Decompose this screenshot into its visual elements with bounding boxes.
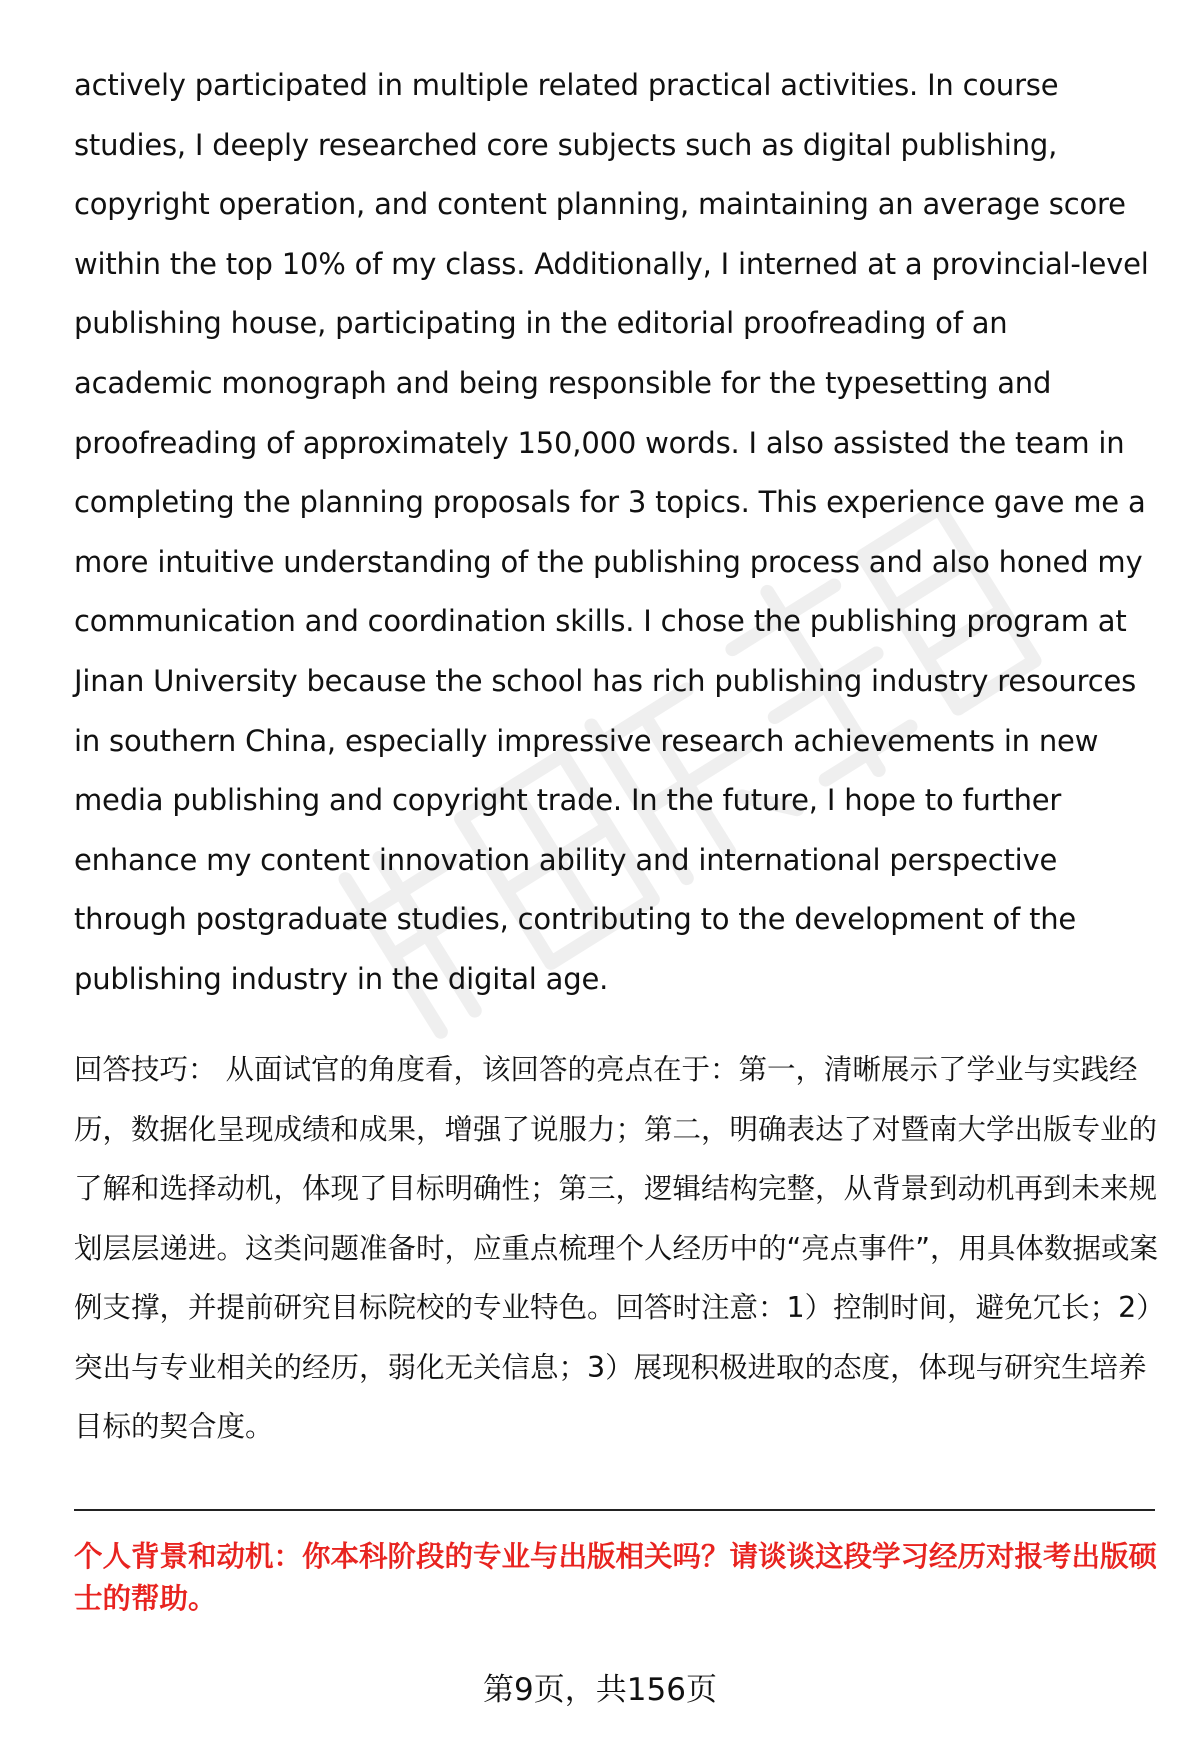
answer-paragraph: actively participated in multiple related practical activities. In course studies, I deeply researched core subjects such as digital publishing, copyright operation, and content planning, maintaining an average score within the top 10% of my class. Additionally, I interned at a provincial-level publishing house, participating in the editorial proofreading of an academic monograph and being responsible for the typesetting and proofreading of approximately 150,000 words. I also assisted the team in completing the planning proposals for 3 topics. This experience gave me a more intuitive understanding of the publishing process and also honed my communication and coordination skills. I chose the publishing program at Jinan University because the school has rich publishing industry resources in southern China, especially impressive research achievements in new media publishing and copyright trade. In the future, I hope to further enhance my content innovation ability and international perspective through postgraduate studies, contributing to the development of the publishing industry in the digital age.	[74, 68, 1149, 996]
section-divider	[74, 1509, 1155, 1511]
answer-tips-paragraph: 回答技巧： 从面试官的角度看，该回答的亮点在于：第一，清晰展示了学业与实践经历，数据化呈现成绩和成果，增强了说服力；第二，明确表达了对暨南大学出版专业的了解和选择动机，体现了目标明确性；第三，逻辑结构完整，从背景到动机再到未来规划层层递进。这类问题准备时，应重点梳理个人经历中的“亮点事件”，用具体数据或案例支撑，并提前研究目标院校的专业特色。回答时注意：1）控制时间，避免冗长；2）突出与专业相关的经历，弱化无关信息；3）展现积极进取的态度，体现与研究生培养目标的契合度。	[74, 1053, 1159, 1443]
page-number-footer: 第9页，共156页	[483, 1672, 717, 1708]
question-heading: 个人背景和动机：你本科阶段的专业与出版相关吗？请谈谈这段学习经历对报考出版硕士的帮助。	[74, 1540, 1158, 1615]
